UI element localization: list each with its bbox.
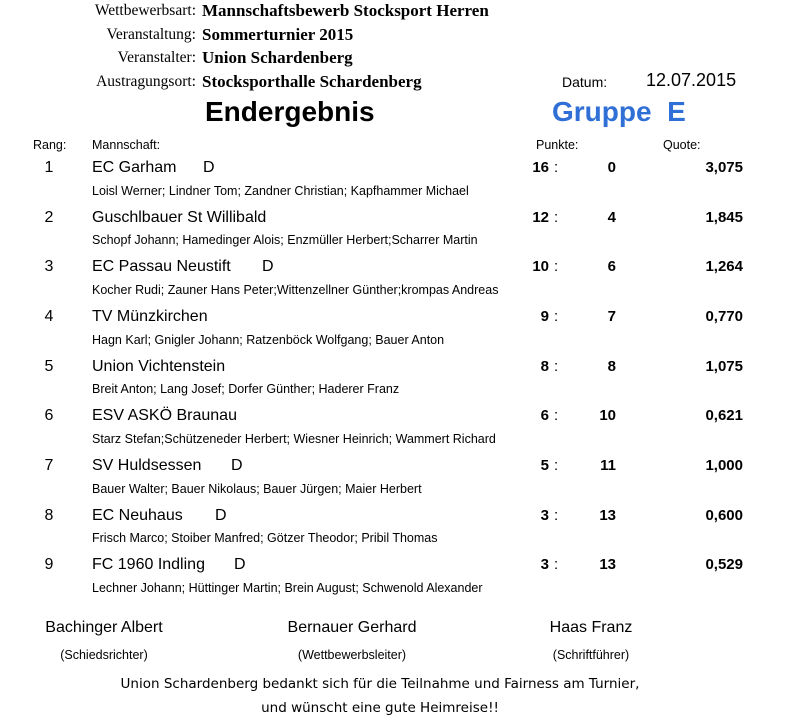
rank-cell: 3 bbox=[44, 258, 54, 275]
quote-value: 0,529 bbox=[705, 556, 743, 573]
points-for: 6 bbox=[540, 407, 549, 424]
points-against: 0 bbox=[607, 159, 616, 176]
team-members: Hagn Karl; Gnigler Johann; Ratzenböck Wolfgang; Bauer Anton bbox=[92, 333, 445, 347]
points-separator: : bbox=[554, 407, 559, 424]
points-for: 3 bbox=[540, 556, 549, 573]
quote-value: 1,264 bbox=[705, 258, 743, 275]
header-value-veranstalter: Union Schardenberg bbox=[202, 48, 353, 67]
points-against: 6 bbox=[607, 258, 616, 275]
rank-cell: 6 bbox=[44, 407, 54, 424]
team-name: Union Vichtenstein bbox=[92, 358, 226, 375]
rank-cell: 1 bbox=[44, 159, 54, 176]
rank-cell: 8 bbox=[44, 507, 54, 524]
points-separator: : bbox=[554, 209, 559, 226]
points-against: 4 bbox=[607, 209, 616, 226]
official-role-competition-leader: (Wettbewerbsleiter) bbox=[297, 648, 407, 662]
team-name: EC Passau Neustift bbox=[92, 258, 231, 275]
official-name-competition-leader: Bernauer Gerhard bbox=[287, 619, 417, 636]
team-tag: D bbox=[215, 507, 227, 524]
rank-cell: 4 bbox=[44, 308, 54, 325]
column-header-points: Punkte: bbox=[536, 138, 579, 152]
rank-cell: 7 bbox=[44, 457, 54, 474]
points-separator: : bbox=[554, 358, 559, 375]
team-members: Breit Anton; Lang Josef; Dorfer Günther; Haderer Franz bbox=[92, 382, 400, 396]
footer-farewell-line: und wünscht eine gute Heimreise!! bbox=[261, 700, 499, 716]
date-value: 12.07.2015 bbox=[646, 70, 737, 90]
quote-value: 0,600 bbox=[705, 507, 743, 524]
official-role-referee: (Schiedsrichter) bbox=[60, 648, 148, 662]
points-separator: : bbox=[554, 308, 559, 325]
team-members: Loisl Werner; Lindner Tom; Zandner Christian; Kapfhammer Michael bbox=[92, 184, 469, 198]
points-against: 13 bbox=[599, 556, 616, 573]
official-role-secretary: (Schriftführer) bbox=[552, 648, 630, 662]
column-header-rank: Rang: bbox=[33, 138, 67, 152]
team-tag: D bbox=[203, 159, 215, 176]
header-label-austragungsort: Austragungsort: bbox=[96, 73, 196, 90]
quote-value: 0,770 bbox=[705, 308, 743, 325]
team-members: Starz Stefan;Schützeneder Herbert; Wiesner Heinrich; Wammert Richard bbox=[92, 432, 496, 446]
points-separator: : bbox=[554, 507, 559, 524]
points-for: 12 bbox=[532, 209, 549, 226]
rank-cell: 2 bbox=[44, 209, 54, 226]
header-value-wettbewerbsart: Mannschaftsbewerb Stocksport Herren bbox=[202, 1, 489, 20]
points-against: 8 bbox=[607, 358, 616, 375]
team-name: FC 1960 Indling bbox=[92, 556, 205, 573]
header-label-veranstalter: Veranstalter: bbox=[117, 49, 196, 66]
points-against: 10 bbox=[599, 407, 616, 424]
header-label-veranstaltung: Veranstaltung: bbox=[106, 26, 196, 43]
points-separator: : bbox=[554, 457, 559, 474]
rank-cell: 9 bbox=[44, 556, 54, 573]
team-name: ESV ASKÖ Braunau bbox=[92, 407, 237, 424]
team-members: Lechner Johann; Hüttinger Martin; Brein August; Schwenold Alexander bbox=[92, 581, 483, 595]
column-header-team: Mannschaft: bbox=[92, 138, 161, 152]
header-value-austragungsort: Stocksporthalle Schardenberg bbox=[202, 72, 422, 91]
team-members: Schopf Johann; Hamedinger Alois; Enzmüller Herbert;Scharrer Martin bbox=[92, 233, 478, 247]
points-for: 5 bbox=[540, 457, 549, 474]
rank-cell: 5 bbox=[44, 358, 54, 375]
points-separator: : bbox=[554, 159, 559, 176]
footer-thanks-line: Union Schardenberg bedankt sich für die Teilnahme und Fairness am Turnier, bbox=[120, 676, 640, 692]
quote-value: 1,075 bbox=[705, 358, 743, 375]
points-for: 9 bbox=[540, 308, 549, 325]
team-tag: D bbox=[234, 556, 246, 573]
points-against: 13 bbox=[599, 507, 616, 524]
points-against: 7 bbox=[607, 308, 616, 325]
quote-value: 1,000 bbox=[705, 457, 743, 474]
quote-value: 1,845 bbox=[705, 209, 743, 226]
points-for: 16 bbox=[532, 159, 549, 176]
points-separator: : bbox=[554, 556, 559, 573]
group-title: Gruppe E bbox=[552, 96, 686, 127]
team-tag: D bbox=[262, 258, 274, 275]
header-label-wettbewerbsart: Wettbewerbsart: bbox=[94, 2, 196, 19]
team-members: Bauer Walter; Bauer Nikolaus; Bauer Jürgen; Maier Herbert bbox=[92, 482, 422, 496]
official-name-secretary: Haas Franz bbox=[549, 619, 633, 636]
points-for: 10 bbox=[532, 258, 549, 275]
header-value-veranstaltung: Sommerturnier 2015 bbox=[202, 25, 354, 44]
points-for: 3 bbox=[540, 507, 549, 524]
quote-value: 0,621 bbox=[705, 407, 743, 424]
team-name: EC Garham bbox=[92, 159, 177, 176]
team-name: EC Neuhaus bbox=[92, 507, 183, 524]
column-header-quote: Quote: bbox=[663, 138, 701, 152]
team-name: Guschlbauer St Willibald bbox=[92, 209, 267, 226]
points-separator: : bbox=[554, 258, 559, 275]
points-for: 8 bbox=[540, 358, 549, 375]
team-members: Frisch Marco; Stoiber Manfred; Götzer Theodor; Pribil Thomas bbox=[92, 531, 438, 545]
points-against: 11 bbox=[600, 457, 616, 474]
result-title: Endergebnis bbox=[205, 96, 375, 127]
quote-value: 3,075 bbox=[705, 159, 743, 176]
team-tag: D bbox=[231, 457, 243, 474]
date-label: Datum: bbox=[562, 74, 608, 90]
official-name-referee: Bachinger Albert bbox=[45, 619, 163, 636]
team-members: Kocher Rudi; Zauner Hans Peter;Wittenzellner Günther;krompas Andreas bbox=[92, 283, 499, 297]
team-name: TV Münzkirchen bbox=[92, 308, 208, 325]
team-name: SV Huldsessen bbox=[92, 457, 202, 474]
